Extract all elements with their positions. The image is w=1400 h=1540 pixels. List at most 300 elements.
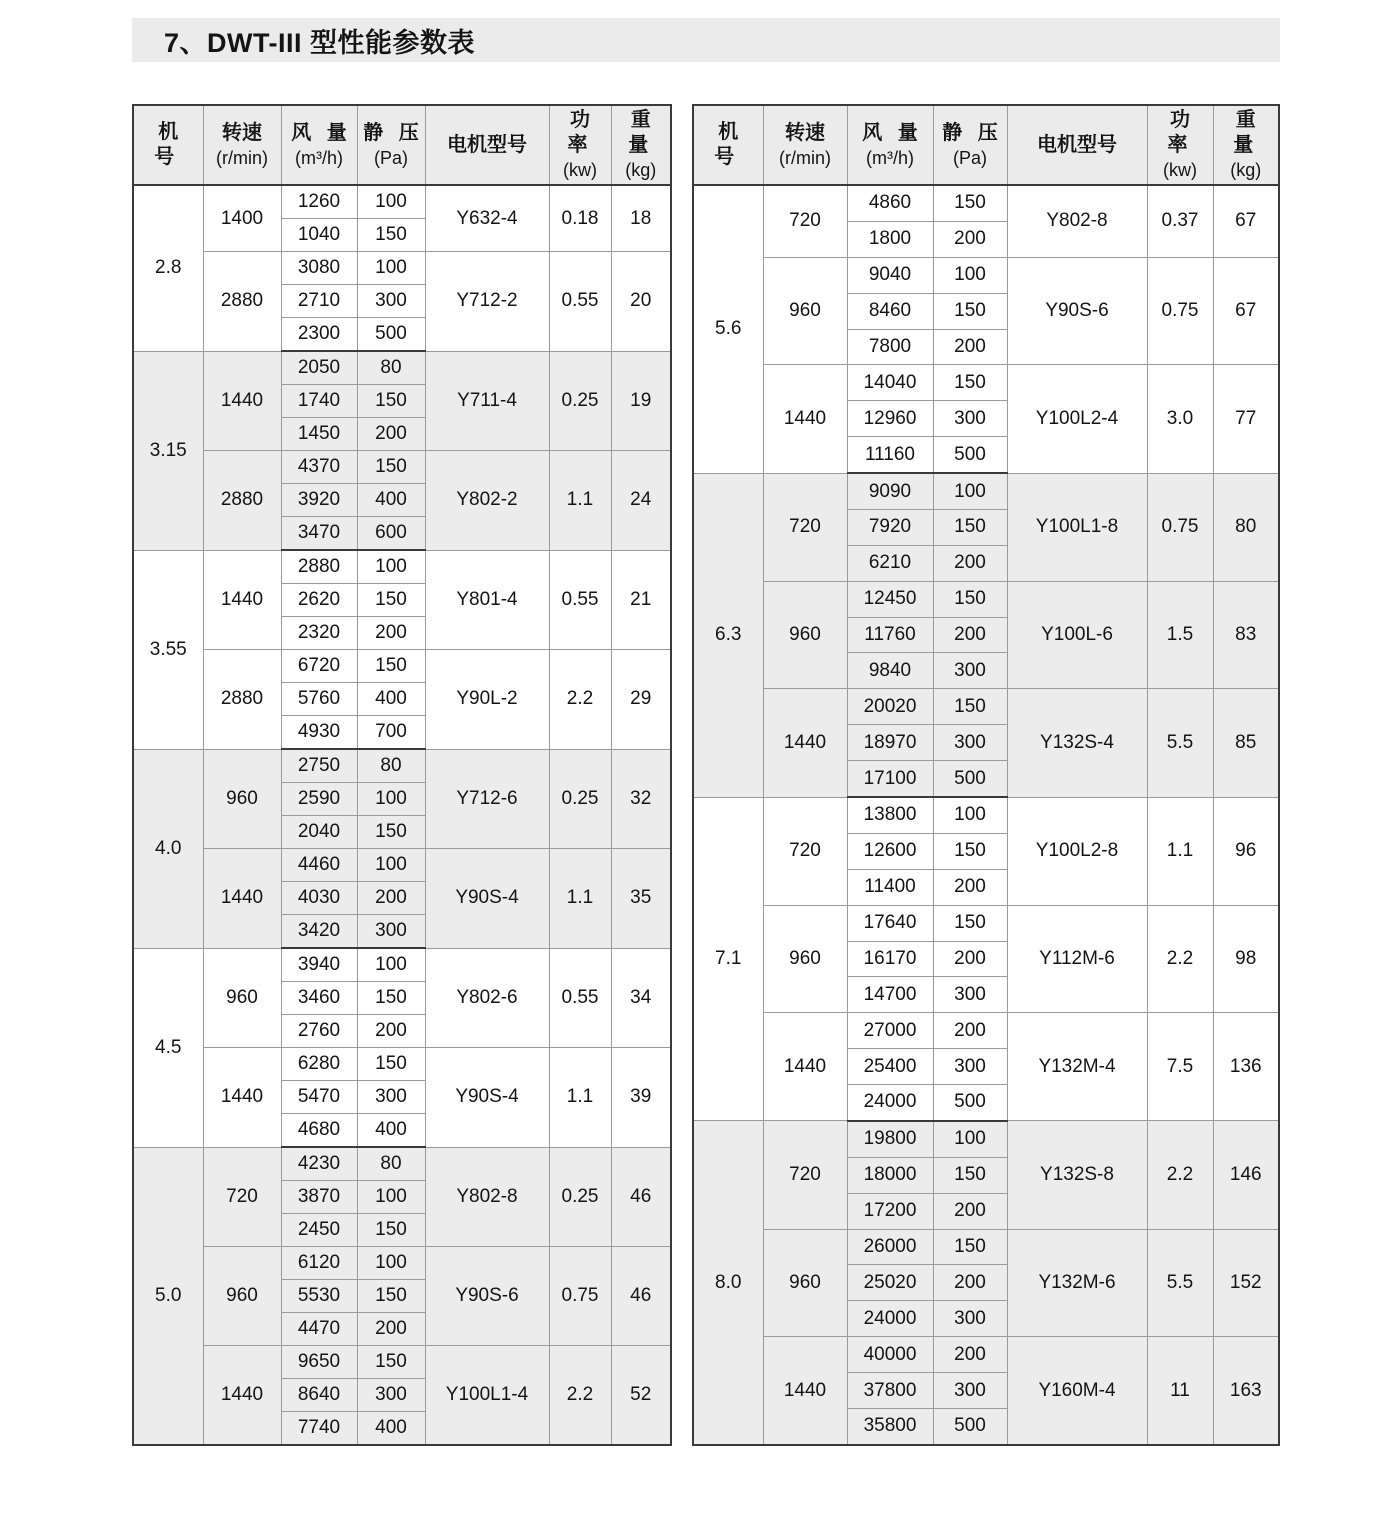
cell-flow: 7800 — [847, 329, 933, 365]
cell-model: 8.0 — [693, 1121, 763, 1445]
cell-weight: 46 — [611, 1147, 671, 1247]
cell-motor-model: Y802-2 — [425, 451, 549, 551]
cell-power: 2.2 — [1147, 905, 1213, 1013]
cell-weight: 20 — [611, 252, 671, 352]
cell-flow: 26000 — [847, 1229, 933, 1265]
cell-speed: 1440 — [203, 1048, 281, 1148]
cell-flow: 37800 — [847, 1373, 933, 1409]
cell-pressure: 150 — [357, 219, 425, 252]
cell-pressure: 500 — [933, 1085, 1007, 1121]
cell-pressure: 300 — [933, 977, 1007, 1013]
cell-flow: 12450 — [847, 581, 933, 617]
cell-pressure: 500 — [933, 437, 1007, 473]
cell-flow: 18970 — [847, 725, 933, 761]
cell-flow: 11400 — [847, 869, 933, 905]
cell-pressure: 400 — [357, 484, 425, 517]
cell-pressure: 400 — [357, 683, 425, 716]
cell-pressure: 400 — [357, 1114, 425, 1148]
col-header-model: 机 号 — [693, 105, 763, 185]
cell-weight: 29 — [611, 650, 671, 750]
cell-weight: 152 — [1213, 1229, 1279, 1337]
cell-motor-model: Y90S-6 — [1007, 257, 1147, 365]
table-row — [133, 1147, 671, 1181]
cell-model: 2.8 — [133, 185, 203, 351]
cell-pressure: 200 — [933, 617, 1007, 653]
cell-speed: 1440 — [203, 351, 281, 451]
cell-pressure: 150 — [357, 1048, 425, 1081]
cell-pressure: 500 — [357, 318, 425, 352]
cell-motor-model: Y802-8 — [1007, 185, 1147, 257]
cell-flow: 2300 — [281, 318, 357, 352]
cell-weight: 67 — [1213, 185, 1279, 257]
cell-flow: 3940 — [281, 948, 357, 982]
table-row — [133, 185, 671, 219]
cell-flow: 9090 — [847, 473, 933, 509]
col-header-power: 功 率 (kw) — [1147, 105, 1213, 185]
cell-model: 3.55 — [133, 550, 203, 749]
cell-speed: 1400 — [203, 185, 281, 252]
cell-flow: 1040 — [281, 219, 357, 252]
cell-flow: 6210 — [847, 545, 933, 581]
cell-flow: 17100 — [847, 761, 933, 797]
col-header-weight: 重 量 (kg) — [611, 105, 671, 185]
cell-pressure: 150 — [933, 185, 1007, 221]
cell-speed: 960 — [203, 1247, 281, 1346]
cell-motor-model: Y100L1-8 — [1007, 473, 1147, 581]
cell-pressure: 300 — [357, 285, 425, 318]
cell-flow: 14700 — [847, 977, 933, 1013]
cell-weight: 19 — [611, 351, 671, 451]
cell-pressure: 100 — [933, 257, 1007, 293]
cell-speed: 960 — [203, 749, 281, 849]
cell-power: 1.1 — [549, 1048, 611, 1148]
table-row — [133, 948, 671, 982]
cell-motor-model: Y801-4 — [425, 550, 549, 650]
cell-pressure: 100 — [357, 948, 425, 982]
cell-pressure: 150 — [933, 509, 1007, 545]
col-header-pressure: 静 压 (Pa) — [357, 105, 425, 185]
cell-power: 11 — [1147, 1337, 1213, 1445]
cell-pressure: 100 — [933, 797, 1007, 833]
spec-table-left — [132, 104, 672, 1446]
cell-motor-model: Y132M-6 — [1007, 1229, 1147, 1337]
cell-pressure: 200 — [357, 882, 425, 915]
cell-flow: 16170 — [847, 941, 933, 977]
cell-motor-model: Y802-8 — [425, 1147, 549, 1247]
cell-flow: 2320 — [281, 617, 357, 650]
table-row — [693, 1013, 1279, 1049]
cell-pressure: 600 — [357, 517, 425, 551]
cell-flow: 4930 — [281, 716, 357, 750]
table-row — [693, 365, 1279, 401]
cell-motor-model: Y112M-6 — [1007, 905, 1147, 1013]
cell-power: 1.1 — [549, 849, 611, 949]
cell-motor-model: Y632-4 — [425, 185, 549, 252]
cell-weight: 39 — [611, 1048, 671, 1148]
cell-flow: 3870 — [281, 1181, 357, 1214]
cell-motor-model: Y100L2-4 — [1007, 365, 1147, 473]
cell-motor-model: Y802-6 — [425, 948, 549, 1048]
col-header-speed: 转速 (r/min) — [763, 105, 847, 185]
cell-speed: 1440 — [763, 689, 847, 797]
cell-speed: 2880 — [203, 650, 281, 750]
cell-pressure: 300 — [357, 1081, 425, 1114]
cell-pressure: 200 — [933, 221, 1007, 257]
cell-power: 5.5 — [1147, 1229, 1213, 1337]
cell-flow: 2450 — [281, 1214, 357, 1247]
cell-flow: 18000 — [847, 1157, 933, 1193]
col-header-motor: 电机型号 — [425, 105, 549, 185]
cell-pressure: 200 — [933, 941, 1007, 977]
cell-flow: 24000 — [847, 1301, 933, 1337]
cell-pressure: 150 — [357, 650, 425, 683]
cell-weight: 52 — [611, 1346, 671, 1446]
table-row — [693, 185, 1279, 221]
table-row — [693, 581, 1279, 617]
cell-flow: 35800 — [847, 1408, 933, 1445]
cell-pressure: 100 — [933, 1121, 1007, 1157]
cell-speed: 1440 — [763, 1337, 847, 1445]
cell-motor-model: Y90L-2 — [425, 650, 549, 750]
cell-pressure: 200 — [357, 418, 425, 451]
cell-flow: 1260 — [281, 185, 357, 219]
cell-pressure: 150 — [357, 1346, 425, 1379]
cell-flow: 5760 — [281, 683, 357, 716]
cell-motor-model: Y712-6 — [425, 749, 549, 849]
cell-flow: 9040 — [847, 257, 933, 293]
cell-speed: 960 — [203, 948, 281, 1048]
cell-power: 0.75 — [1147, 473, 1213, 581]
cell-flow: 7740 — [281, 1412, 357, 1446]
cell-pressure: 300 — [933, 401, 1007, 437]
cell-power: 0.55 — [549, 948, 611, 1048]
cell-flow: 2590 — [281, 783, 357, 816]
cell-model: 6.3 — [693, 473, 763, 797]
cell-speed: 720 — [763, 473, 847, 581]
cell-speed: 1440 — [203, 550, 281, 650]
cell-pressure: 200 — [933, 1337, 1007, 1373]
cell-speed: 720 — [763, 185, 847, 257]
cell-flow: 4860 — [847, 185, 933, 221]
cell-flow: 27000 — [847, 1013, 933, 1049]
cell-model: 3.15 — [133, 351, 203, 550]
cell-power: 7.5 — [1147, 1013, 1213, 1121]
cell-speed: 2880 — [203, 252, 281, 352]
cell-pressure: 200 — [933, 869, 1007, 905]
cell-pressure: 300 — [933, 725, 1007, 761]
cell-weight: 98 — [1213, 905, 1279, 1013]
table-row — [133, 252, 671, 285]
cell-weight: 35 — [611, 849, 671, 949]
cell-flow: 20020 — [847, 689, 933, 725]
page-title: 7、DWT-III 型性能参数表 — [164, 27, 475, 58]
cell-pressure: 150 — [357, 451, 425, 484]
cell-flow: 17200 — [847, 1193, 933, 1229]
table-row — [693, 1337, 1279, 1373]
cell-flow: 25400 — [847, 1049, 933, 1085]
cell-pressure: 300 — [933, 1373, 1007, 1409]
cell-motor-model: Y90S-4 — [425, 849, 549, 949]
cell-speed: 1440 — [763, 365, 847, 473]
cell-flow: 8460 — [847, 293, 933, 329]
table-row — [133, 351, 671, 385]
cell-pressure: 200 — [933, 545, 1007, 581]
cell-motor-model: Y90S-4 — [425, 1048, 549, 1148]
cell-pressure: 100 — [357, 849, 425, 882]
cell-pressure: 200 — [357, 1313, 425, 1346]
cell-power: 0.25 — [549, 749, 611, 849]
cell-flow: 25020 — [847, 1265, 933, 1301]
cell-speed: 960 — [763, 905, 847, 1013]
cell-pressure: 100 — [357, 252, 425, 285]
cell-pressure: 100 — [357, 550, 425, 584]
cell-motor-model: Y100L1-4 — [425, 1346, 549, 1446]
cell-flow: 14040 — [847, 365, 933, 401]
cell-power: 0.18 — [549, 185, 611, 252]
cell-weight: 46 — [611, 1247, 671, 1346]
table-row — [693, 473, 1279, 509]
cell-pressure: 300 — [933, 1301, 1007, 1337]
cell-speed: 960 — [763, 1229, 847, 1337]
cell-speed: 720 — [203, 1147, 281, 1247]
cell-weight: 85 — [1213, 689, 1279, 797]
cell-model: 5.6 — [693, 185, 763, 473]
header-row — [693, 105, 1279, 185]
cell-pressure: 150 — [933, 365, 1007, 401]
cell-speed: 1440 — [203, 1346, 281, 1446]
cell-flow: 3920 — [281, 484, 357, 517]
cell-pressure: 80 — [357, 749, 425, 783]
cell-motor-model: Y712-2 — [425, 252, 549, 352]
cell-flow: 12960 — [847, 401, 933, 437]
cell-power: 0.25 — [549, 351, 611, 451]
cell-flow: 3460 — [281, 982, 357, 1015]
cell-power: 0.75 — [1147, 257, 1213, 365]
cell-motor-model: Y711-4 — [425, 351, 549, 451]
cell-speed: 1440 — [763, 1013, 847, 1121]
section-title-band — [132, 18, 1280, 62]
col-header-speed: 转速 (r/min) — [203, 105, 281, 185]
cell-pressure: 80 — [357, 351, 425, 385]
cell-flow: 2040 — [281, 816, 357, 849]
table-row — [693, 797, 1279, 833]
cell-pressure: 150 — [933, 905, 1007, 941]
table-row — [133, 451, 671, 484]
cell-flow: 9840 — [847, 653, 933, 689]
cell-motor-model: Y160M-4 — [1007, 1337, 1147, 1445]
cell-pressure: 400 — [357, 1412, 425, 1446]
cell-power: 0.55 — [549, 252, 611, 352]
cell-model: 4.5 — [133, 948, 203, 1147]
cell-pressure: 200 — [357, 617, 425, 650]
cell-motor-model: Y100L-6 — [1007, 581, 1147, 689]
cell-speed: 960 — [763, 257, 847, 365]
table-row — [133, 1247, 671, 1280]
cell-flow: 7920 — [847, 509, 933, 545]
col-header-pressure: 静 压 (Pa) — [933, 105, 1007, 185]
col-header-motor: 电机型号 — [1007, 105, 1147, 185]
cell-model: 4.0 — [133, 749, 203, 948]
cell-flow: 11760 — [847, 617, 933, 653]
cell-pressure: 100 — [357, 1181, 425, 1214]
col-header-power: 功 率 (kw) — [549, 105, 611, 185]
table-row — [693, 257, 1279, 293]
cell-pressure: 150 — [357, 982, 425, 1015]
cell-pressure: 150 — [357, 584, 425, 617]
table-row — [693, 1121, 1279, 1157]
cell-flow: 2620 — [281, 584, 357, 617]
cell-flow: 13800 — [847, 797, 933, 833]
spec-tables-container — [132, 104, 1280, 1446]
cell-flow: 4030 — [281, 882, 357, 915]
cell-pressure: 150 — [357, 385, 425, 418]
cell-pressure: 150 — [933, 1157, 1007, 1193]
cell-flow: 5470 — [281, 1081, 357, 1114]
cell-pressure: 100 — [357, 1247, 425, 1280]
cell-pressure: 150 — [357, 816, 425, 849]
cell-flow: 12600 — [847, 833, 933, 869]
col-header-flow: 风 量 (m³/h) — [847, 105, 933, 185]
table-header-left — [133, 105, 671, 185]
cell-power: 0.25 — [549, 1147, 611, 1247]
cell-weight: 32 — [611, 749, 671, 849]
cell-pressure: 300 — [357, 1379, 425, 1412]
cell-flow: 8640 — [281, 1379, 357, 1412]
cell-weight: 146 — [1213, 1121, 1279, 1229]
cell-pressure: 100 — [933, 473, 1007, 509]
cell-pressure: 150 — [933, 581, 1007, 617]
cell-pressure: 100 — [357, 185, 425, 219]
cell-speed: 960 — [763, 581, 847, 689]
cell-motor-model: Y132S-8 — [1007, 1121, 1147, 1229]
cell-pressure: 80 — [357, 1147, 425, 1181]
cell-power: 0.75 — [549, 1247, 611, 1346]
cell-model: 5.0 — [133, 1147, 203, 1445]
cell-speed: 2880 — [203, 451, 281, 551]
cell-weight: 21 — [611, 550, 671, 650]
table-header-right — [693, 105, 1279, 185]
cell-weight: 24 — [611, 451, 671, 551]
cell-flow: 2050 — [281, 351, 357, 385]
cell-weight: 80 — [1213, 473, 1279, 581]
cell-flow: 5530 — [281, 1280, 357, 1313]
cell-flow: 6720 — [281, 650, 357, 683]
cell-weight: 96 — [1213, 797, 1279, 905]
cell-flow: 4230 — [281, 1147, 357, 1181]
spec-table-right — [692, 104, 1280, 1446]
cell-flow: 4680 — [281, 1114, 357, 1148]
cell-pressure: 150 — [933, 833, 1007, 869]
cell-power: 0.55 — [549, 550, 611, 650]
cell-flow: 6280 — [281, 1048, 357, 1081]
cell-pressure: 500 — [933, 1408, 1007, 1445]
cell-flow: 1800 — [847, 221, 933, 257]
cell-flow: 2710 — [281, 285, 357, 318]
cell-power: 2.2 — [549, 650, 611, 750]
cell-flow: 3470 — [281, 517, 357, 551]
cell-pressure: 150 — [933, 689, 1007, 725]
cell-weight: 163 — [1213, 1337, 1279, 1445]
table-row — [133, 1048, 671, 1081]
cell-pressure: 200 — [933, 1013, 1007, 1049]
cell-weight: 77 — [1213, 365, 1279, 473]
cell-flow: 2750 — [281, 749, 357, 783]
cell-weight: 83 — [1213, 581, 1279, 689]
cell-speed: 720 — [763, 797, 847, 905]
cell-flow: 11160 — [847, 437, 933, 473]
cell-flow: 19800 — [847, 1121, 933, 1157]
cell-speed: 720 — [763, 1121, 847, 1229]
cell-flow: 2760 — [281, 1015, 357, 1048]
cell-motor-model: Y100L2-8 — [1007, 797, 1147, 905]
cell-power: 1.1 — [549, 451, 611, 551]
table-row — [133, 650, 671, 683]
cell-power: 2.2 — [549, 1346, 611, 1446]
table-row — [693, 689, 1279, 725]
table-row — [133, 1346, 671, 1379]
cell-pressure: 300 — [357, 915, 425, 949]
col-header-model: 机 号 — [133, 105, 203, 185]
cell-pressure: 300 — [933, 1049, 1007, 1085]
table-row — [133, 550, 671, 584]
cell-pressure: 500 — [933, 761, 1007, 797]
cell-flow: 9650 — [281, 1346, 357, 1379]
table-row — [693, 1229, 1279, 1265]
header-row — [133, 105, 671, 185]
cell-flow: 1450 — [281, 418, 357, 451]
cell-flow: 3080 — [281, 252, 357, 285]
cell-power: 2.2 — [1147, 1121, 1213, 1229]
cell-weight: 18 — [611, 185, 671, 252]
cell-pressure: 200 — [357, 1015, 425, 1048]
cell-pressure: 150 — [933, 293, 1007, 329]
cell-pressure: 200 — [933, 1265, 1007, 1301]
cell-pressure: 700 — [357, 716, 425, 750]
cell-pressure: 200 — [933, 329, 1007, 365]
cell-power: 5.5 — [1147, 689, 1213, 797]
cell-pressure: 150 — [933, 1229, 1007, 1265]
cell-flow: 24000 — [847, 1085, 933, 1121]
cell-weight: 34 — [611, 948, 671, 1048]
cell-motor-model: Y90S-6 — [425, 1247, 549, 1346]
cell-flow: 3420 — [281, 915, 357, 949]
cell-power: 1.5 — [1147, 581, 1213, 689]
cell-flow: 6120 — [281, 1247, 357, 1280]
cell-motor-model: Y132M-4 — [1007, 1013, 1147, 1121]
cell-weight: 67 — [1213, 257, 1279, 365]
cell-flow: 1740 — [281, 385, 357, 418]
cell-speed: 1440 — [203, 849, 281, 949]
cell-pressure: 200 — [933, 1193, 1007, 1229]
cell-flow: 4460 — [281, 849, 357, 882]
cell-motor-model: Y132S-4 — [1007, 689, 1147, 797]
cell-pressure: 300 — [933, 653, 1007, 689]
cell-power: 0.37 — [1147, 185, 1213, 257]
cell-power: 1.1 — [1147, 797, 1213, 905]
cell-flow: 2880 — [281, 550, 357, 584]
table-row — [133, 749, 671, 783]
cell-flow: 40000 — [847, 1337, 933, 1373]
table-body-left — [133, 185, 671, 1445]
cell-flow: 17640 — [847, 905, 933, 941]
cell-power: 3.0 — [1147, 365, 1213, 473]
cell-flow: 4470 — [281, 1313, 357, 1346]
table-row — [133, 849, 671, 882]
cell-pressure: 150 — [357, 1214, 425, 1247]
table-row — [693, 905, 1279, 941]
col-header-weight: 重 量 (kg) — [1213, 105, 1279, 185]
cell-pressure: 150 — [357, 1280, 425, 1313]
